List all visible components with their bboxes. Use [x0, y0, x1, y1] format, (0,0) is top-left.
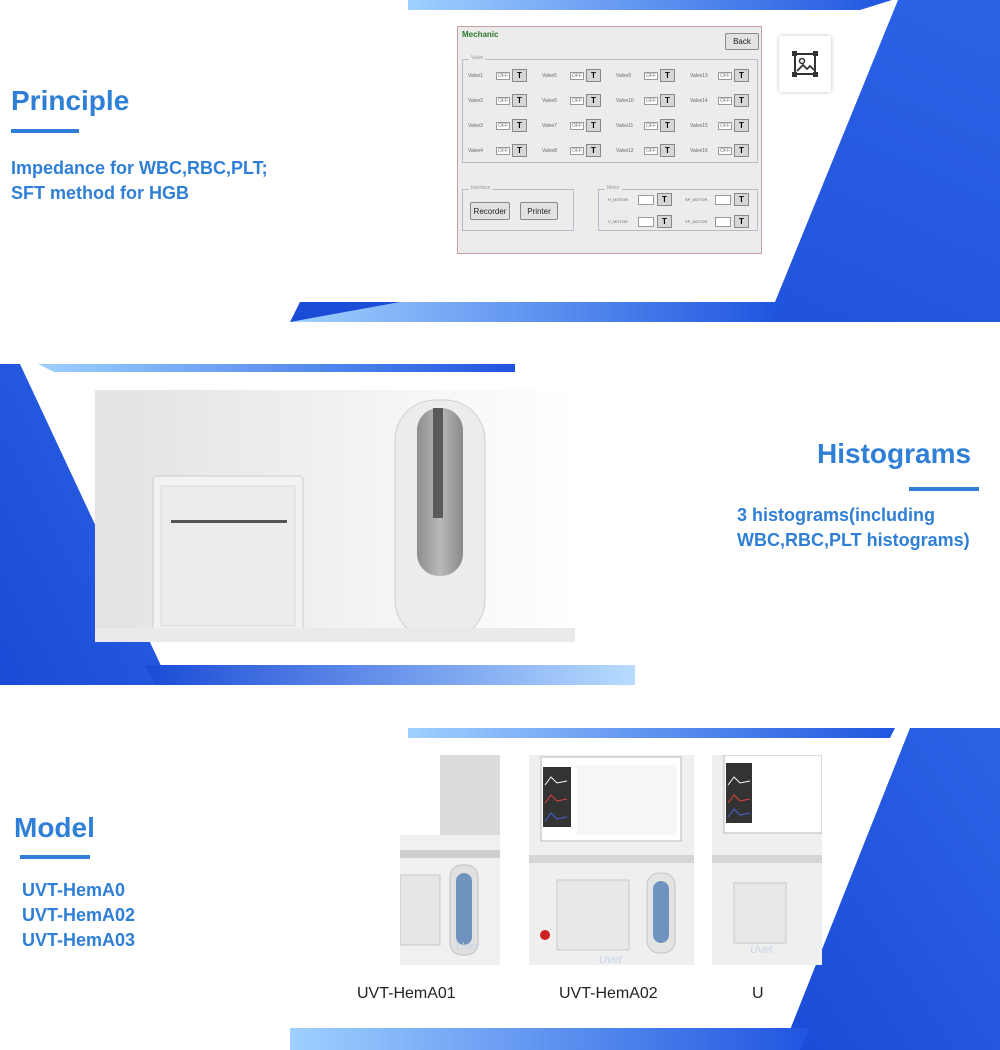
- image-icon-glyph: [790, 49, 820, 79]
- motor-row: [608, 193, 672, 206]
- valve-test-button[interactable]: T: [512, 119, 527, 132]
- watermark-text: Uvet: [599, 954, 622, 965]
- valve-control: [542, 144, 601, 157]
- motor-row: [608, 215, 672, 228]
- mechanic-panel: [457, 26, 762, 254]
- valve-control: [468, 144, 527, 157]
- valve-test-button[interactable]: T: [512, 69, 527, 82]
- valve-group-label: Valve: [471, 55, 484, 61]
- motor-value[interactable]: [638, 195, 654, 205]
- valve-test-button[interactable]: T: [734, 144, 749, 157]
- product-caption-hema01: UVT-HemA01: [357, 985, 456, 1002]
- valve-state: OFF: [646, 147, 656, 154]
- valve-control: [542, 94, 601, 107]
- valve-control: [542, 69, 601, 82]
- valve-test-button[interactable]: T: [586, 119, 601, 132]
- valve-test-button[interactable]: T: [586, 94, 601, 107]
- principle-line-2: SFT method for HGB: [11, 183, 189, 203]
- valve-test-button[interactable]: T: [660, 69, 675, 82]
- valve-state: OFF: [498, 122, 508, 129]
- valve-label: Valve2: [468, 97, 483, 104]
- motor-row: [685, 193, 749, 206]
- valve-state: OFF: [646, 97, 656, 104]
- motor-label: VP_MOTOR: [685, 219, 708, 224]
- motor-group-label: Motor: [607, 185, 620, 191]
- valve-test-button[interactable]: T: [660, 119, 675, 132]
- valve-label: Valve12: [616, 147, 634, 154]
- back-button[interactable]: Back: [725, 33, 759, 50]
- product-caption-hema03: U: [752, 985, 764, 1002]
- valve-test-button[interactable]: T: [734, 119, 749, 132]
- valve-control: [468, 69, 527, 82]
- product-caption-hema02: UVT-HemA02: [559, 985, 658, 1002]
- valve-test-button[interactable]: T: [660, 144, 675, 157]
- motor-label: V_MOTOR: [608, 219, 628, 224]
- motor-test-button[interactable]: T: [734, 193, 749, 206]
- valve-state: OFF: [498, 147, 508, 154]
- valve-state: OFF: [646, 72, 656, 79]
- valve-label: Valve16: [690, 147, 708, 154]
- model-list: [22, 878, 135, 953]
- printer-button[interactable]: Printer: [520, 202, 558, 220]
- valve-control: [616, 119, 675, 132]
- valve-test-button[interactable]: T: [512, 144, 527, 157]
- valve-state: OFF: [498, 97, 508, 104]
- principle-text: [11, 156, 268, 206]
- valve-test-button[interactable]: T: [586, 69, 601, 82]
- valve-label: Valve10: [616, 97, 634, 104]
- valve-test-button[interactable]: T: [660, 94, 675, 107]
- valve-label: Valve6: [542, 97, 557, 104]
- watermark-text: Uvet: [750, 944, 773, 956]
- valve-label: Valve4: [468, 147, 483, 154]
- valve-control: [468, 119, 527, 132]
- model-underline: [20, 855, 90, 859]
- motor-row: [685, 215, 749, 228]
- histograms-title: Histograms: [817, 438, 972, 469]
- valve-control: [616, 69, 675, 82]
- motor-test-button[interactable]: T: [657, 193, 672, 206]
- valve-control: [616, 144, 675, 157]
- mechanic-title: Mechanic: [462, 30, 499, 39]
- principle-underline: [11, 129, 79, 133]
- motor-value[interactable]: [715, 217, 731, 227]
- model-item: UVT-HemA0: [22, 880, 126, 900]
- principle-line-1: Impedance for WBC,RBC,PLT;: [11, 158, 268, 178]
- valve-state: OFF: [572, 147, 582, 154]
- valve-label: Valve3: [468, 122, 483, 129]
- model-title: Model: [14, 812, 95, 843]
- valve-label: Valve8: [542, 147, 557, 154]
- histograms-line-2: WBC,RBC,PLT histograms): [737, 530, 970, 550]
- image-icon[interactable]: [779, 36, 831, 92]
- valve-state: OFF: [498, 72, 508, 79]
- valve-label: Valve5: [542, 72, 557, 79]
- valve-label: Valve14: [690, 97, 708, 104]
- valve-test-button[interactable]: T: [512, 94, 527, 107]
- model-item: UVT-HemA02: [22, 905, 136, 925]
- valve-state: OFF: [720, 97, 730, 104]
- valve-state: OFF: [572, 72, 582, 79]
- valve-state: OFF: [720, 72, 730, 79]
- valve-control: [690, 119, 749, 132]
- valve-label: Valve11: [616, 122, 634, 129]
- valve-label: Valve15: [690, 122, 708, 129]
- motor-value[interactable]: [715, 195, 731, 205]
- valve-control: [690, 94, 749, 107]
- valve-state: OFF: [572, 97, 582, 104]
- histograms-underline: [909, 487, 979, 491]
- product-photo-hema03: [712, 755, 822, 965]
- motor-label: H_MOTOR: [608, 197, 628, 202]
- valve-test-button[interactable]: T: [734, 94, 749, 107]
- interface-group-label: Interface: [471, 185, 491, 191]
- valve-control: [468, 94, 527, 107]
- valve-control: [542, 119, 601, 132]
- recorder-button[interactable]: Recorder: [470, 202, 510, 220]
- watermark-text: Uvet: [456, 941, 479, 953]
- model-item: UVT-HemA03: [22, 930, 136, 950]
- histograms-line-1: 3 histograms(including: [737, 505, 936, 525]
- valve-label: Valve7: [542, 122, 557, 129]
- product-photo-hema01: [400, 755, 500, 965]
- motor-test-button[interactable]: T: [657, 215, 672, 228]
- principle-title: Principle: [11, 85, 130, 116]
- product-photo-hema02: [529, 755, 694, 965]
- motor-value[interactable]: [638, 217, 654, 227]
- valve-label: Valve9: [616, 72, 631, 79]
- valve-test-button[interactable]: T: [586, 144, 601, 157]
- valve-state: OFF: [646, 122, 656, 129]
- valve-state: OFF: [720, 122, 730, 129]
- valve-control: [690, 69, 749, 82]
- valve-control: [616, 94, 675, 107]
- valve-state: OFF: [572, 122, 582, 129]
- valve-test-button[interactable]: T: [734, 69, 749, 82]
- histograms-text: [737, 503, 970, 553]
- valve-label: Valve1: [468, 72, 483, 79]
- valve-state: OFF: [720, 147, 730, 154]
- motor-label: SP_MOTOR: [685, 197, 708, 202]
- motor-test-button[interactable]: T: [734, 215, 749, 228]
- valve-control: [690, 144, 749, 157]
- analyzer-closeup-photo: [95, 390, 575, 642]
- valve-label: Valve13: [690, 72, 708, 79]
